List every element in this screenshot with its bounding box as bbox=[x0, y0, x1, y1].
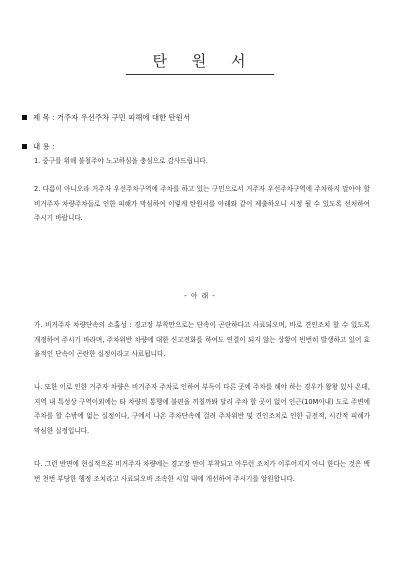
subject-row bbox=[22, 112, 190, 123]
body-paragraph-ga: 가. 비거주자 차량단속의 소홀성 : 경고장 부착만으로는 단속이 곤란하다고 사료되오며, 바로 견인조치 할 수 있도록 개정하여 주시기 바라며, 주차위반 차량에 대한 신고전화를 하여도 연결이 되지 않는 상황이 빈번히 발생하고 있어 효율적인 단속이 곤란한 실정이라고 사료됩니다. bbox=[34, 321, 370, 359]
content-label: 내 용 : bbox=[33, 142, 55, 151]
subject-label: 제 목 bbox=[33, 113, 50, 122]
square-bullet-icon bbox=[22, 115, 27, 120]
document-title: 탄 원 서 bbox=[152, 52, 248, 70]
body-paragraph-da: 다. 그런 반면에 현실적으론 비거주자 차량에는 경고장 만이 부착되고 아무런 조치가 이루어지지 아니 한다는 것은 백번 천번 부당한 행정 조치라고 사료되오바 조속한 시일 내에 개선하여 주시기를 앙원합니다. bbox=[34, 460, 370, 483]
content-row bbox=[22, 141, 54, 152]
square-bullet-icon bbox=[22, 144, 27, 149]
body-paragraph-na: 나. 또한 이로 인한 거주자 차량은 비거주자 주차로 인하여 부득이 다른 곳에 주차를 해야 하는 경우가 왕왕 있사 온데, 지역 내 특성상 구역이외에는 타 차량의 통행에 불편을 끼칠까봐 달리 주차 할 곳이 없어 인근(10M이내) 도로 주변에 주차를 할 수밖에 없는 실정이나, 구에서 나온 주차단속에 걸려 주차위반 및 견인조치로 인한 금전적, 시간적 피해가 막심한 실정입니다. bbox=[34, 383, 370, 435]
section-mark: - 아 래 - bbox=[184, 292, 216, 300]
subject-text: : 거주자 우선주차 구민 피해에 대한 탄원서 bbox=[52, 113, 190, 122]
intro-paragraph-2: 2. 다름이 아니오라 거주자 우선주차구역에 주차를 하고 있는 구민으로서 거주자 우선주차구역에 주차하지 말아야 할 비거주자 차량주차들로 인한 피해가 막심하여 이렇게 탄원서를 아래와 같이 제출하오니 시정 될 수 있도록 선처하여 주시기 바랍니다. bbox=[34, 185, 370, 223]
intro-paragraph-1: 1. 중구를 위해 불철주야 노고하심을 충심으로 감사드립니다. bbox=[34, 157, 208, 165]
title-underline bbox=[126, 74, 274, 75]
